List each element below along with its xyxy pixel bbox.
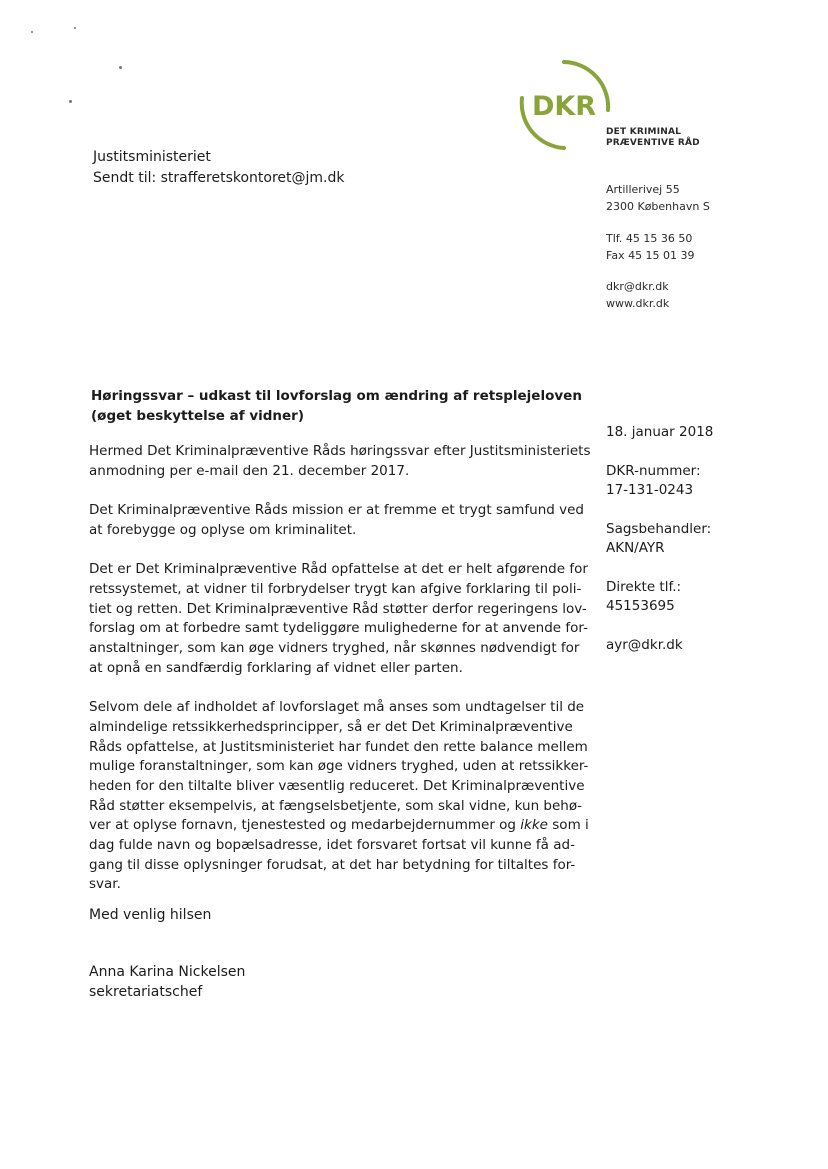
subject-line-2: (øget beskyttelse af vidner) (91, 408, 305, 424)
paragraph-text: som i (547, 817, 589, 834)
paragraph-line: mulige foranstaltninger, som kan øge vidners tryghed, uden at retssikker- (89, 758, 589, 775)
paragraph-line: at forebygge og oplyse om kriminalitet. (89, 521, 357, 538)
logo-mark: DKR (531, 91, 597, 122)
paragraph-3 (89, 560, 591, 678)
recipient-name: Justitsministeriet (93, 149, 211, 165)
case-handler-label: Sagsbehandler: (606, 520, 712, 537)
letter-date: 18. januar 2018 (606, 424, 714, 440)
paragraph-line: svar. (89, 876, 121, 893)
letter-body (89, 442, 591, 915)
scan-speck (119, 66, 122, 69)
case-number-label: DKR-nummer: (606, 462, 701, 479)
paragraph-line: retssystemet, at vidner til forbrydelser trygt kan afgive forklaring til poli- (89, 580, 582, 597)
paragraph-line: gang til disse oplysninger forudsat, at det har betydning for tiltaltes for- (89, 856, 576, 873)
paragraph-line: forslag om at forbedre samt tydeliggøre mulighederne for at anvende for- (89, 620, 588, 637)
paragraph-line: tiet og retten. Det Kriminalpræventive Råd støtter derfor regeringens lov- (89, 600, 587, 617)
handler-email-block (606, 636, 713, 656)
paragraph-line: heden for den tiltalte bliver væsentlig reduceret. Det Kriminalpræventive (89, 777, 585, 794)
case-handler-block (606, 520, 713, 559)
sender-fax: Fax 45 15 01 39 (606, 249, 695, 262)
recipient-block (93, 147, 344, 189)
paragraph-line: Råds opfattelse, at Justitsministeriet har fundet den rette balance mellem (89, 738, 588, 755)
sender-website: www.dkr.dk (606, 297, 670, 310)
paragraph-line: anstaltninger, som kan øge vidners tryghed, når skønnes nødvendigt for (89, 640, 580, 656)
logo-org-name (606, 127, 700, 149)
emphasis-text: ikke (520, 817, 548, 834)
paragraph-line: at opnå en sandfærdig forklaring af vidnet eller parten. (89, 659, 463, 676)
letter-closing: Med venlig hilsen (89, 907, 212, 923)
signature-block (89, 962, 245, 1002)
scan-speck (31, 31, 33, 33)
direct-phone-value: 45153695 (606, 598, 675, 614)
letter-meta (606, 423, 713, 674)
direct-phone-label: Direkte tlf.: (606, 578, 682, 595)
paragraph-2 (89, 501, 591, 540)
handler-email: ayr@dkr.dk (606, 636, 683, 653)
sender-email: dkr@dkr.dk (606, 280, 669, 293)
case-number-value: 17-131-0243 (606, 482, 694, 498)
paragraph-line-with-emphasis (89, 816, 591, 836)
scan-speck (69, 100, 72, 103)
letter-date-block (606, 423, 713, 443)
recipient-email: Sendt til: strafferetskontoret@jm.dk (93, 170, 345, 186)
paragraph-line: almindelige retssikkerhedsprincipper, så er det Det Kriminalpræventive (89, 718, 573, 735)
case-handler-value: AKN/AYR (606, 540, 665, 556)
sender-street: Artillerivej 55 (606, 183, 680, 196)
sender-phone: Tlf. 45 15 36 50 (606, 232, 693, 245)
paragraph-line: Det er Det Kriminalpræventive Råd opfattelse at det er helt afgørende for (89, 561, 588, 578)
paragraph-line: Hermed Det Kriminalpræventive Råds høringssvar efter Justitsministeriets (89, 443, 591, 459)
sender-city: 2300 København S (606, 200, 710, 213)
sender-phone-block (606, 230, 695, 264)
paragraph-1 (89, 442, 591, 481)
dkr-logo (518, 60, 618, 152)
paragraph-4 (89, 698, 591, 895)
direct-phone-block (606, 578, 713, 617)
logo-org-line1: DET KRIMINAL (606, 127, 682, 137)
sender-address (606, 181, 710, 215)
subject-line-1: Høringssvar – udkast til lovforslag om ændring af retsplejeloven (91, 388, 582, 404)
paragraph-line: Råd støtter eksempelvis, at fængselsbetjente, som skal vidne, kun behø- (89, 797, 582, 814)
logo-org-line2: PRÆVENTIVE RÅD (606, 138, 700, 148)
paragraph-line: Det Kriminalpræventive Råds mission er at fremme et trygt samfund ved (89, 502, 584, 519)
signatory-title: sekretariatschef (89, 984, 203, 1000)
paragraph-line: dag fulde navn og bopælsadresse, idet forsvaret fortsat vil kunne få ad- (89, 837, 575, 854)
paragraph-text: ver at oplyse fornavn, tjenestested og medarbejdernummer og (89, 817, 521, 834)
signatory-name: Anna Karina Nickelsen (89, 964, 246, 980)
paragraph-line: Selvom dele af indholdet af lovforslaget må anses som undtagelser til de (89, 699, 585, 716)
letter-subject (91, 386, 582, 426)
case-number-block (606, 462, 713, 501)
paragraph-line: anmodning per e-mail den 21. december 2017. (89, 462, 410, 479)
scan-speck (74, 27, 76, 29)
sender-web-block (606, 278, 669, 312)
